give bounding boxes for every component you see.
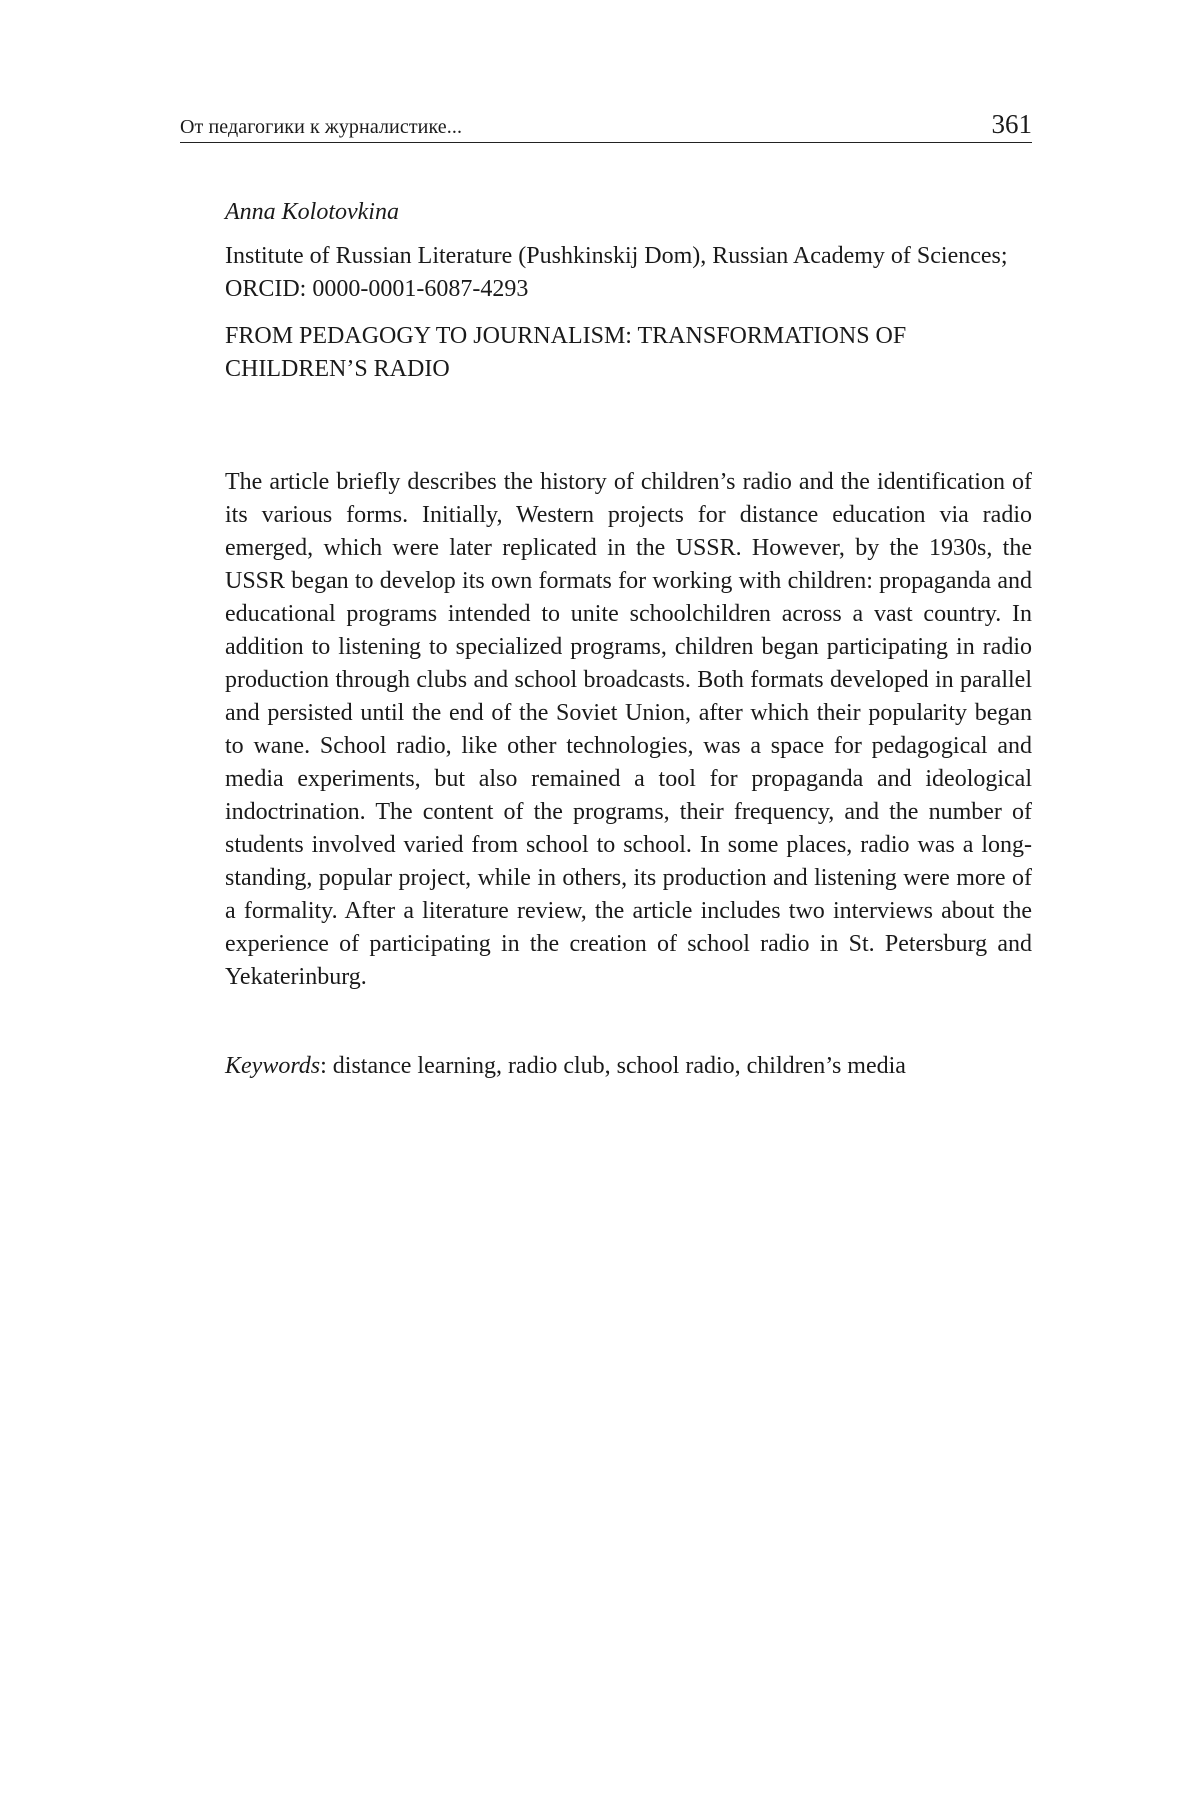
abstract-text: The article briefly describes the history of children’s radio and the identification of its various forms. Initially, Western projects for distance education via radio emerged, which were later replicated in the USSR. However, by the 1930s, the USSR began to develop its own formats for working with children: propaganda and educational programs intended to unite schoolchildren across a vast country. In addition to listening to specialized programs, children began participating in radio production through clubs and school broadcasts. Both formats developed in parallel and persisted until the end of the Soviet Union, after which their popularity began to wane. School radio, like other technologies, was a space for pedagogical and media experiments, but also remained a tool for propaganda and ideological indoctrination. The content of the programs, their frequency, and the number of students involved varied from school to school. In some places, radio was a long-standing, popular project, while in others, its production and listening were more of a formality. After a literature review, the article includes two interviews about the experience of participating in the creation of school radio in St. Petersburg and Yekaterinburg.: [225, 469, 1032, 990]
keywords-label: Keywords: [225, 1053, 321, 1079]
running-title: От педагогики к журналистике...: [180, 116, 463, 138]
page-number: 361: [991, 109, 1032, 139]
keywords-line: [225, 1050, 1032, 1083]
author-affiliation: Institute of Russian Literature (Pushkinskij Dom), Russian Academy of Sciences; ORCID: 0000-0001-6087-4293: [225, 243, 1008, 302]
keywords-list: distance learning, radio club, school radio, children’s media: [332, 1053, 906, 1079]
article-title: FROM PEDAGOGY TO JOURNALISM: TRANSFORMATIONS OF CHILDREN’S RADIO: [225, 323, 907, 382]
keywords-separator: :: [320, 1053, 327, 1079]
running-header: [180, 104, 1032, 143]
article-content: [225, 196, 1032, 1083]
author-name: Anna Kolotovkina: [225, 199, 399, 225]
